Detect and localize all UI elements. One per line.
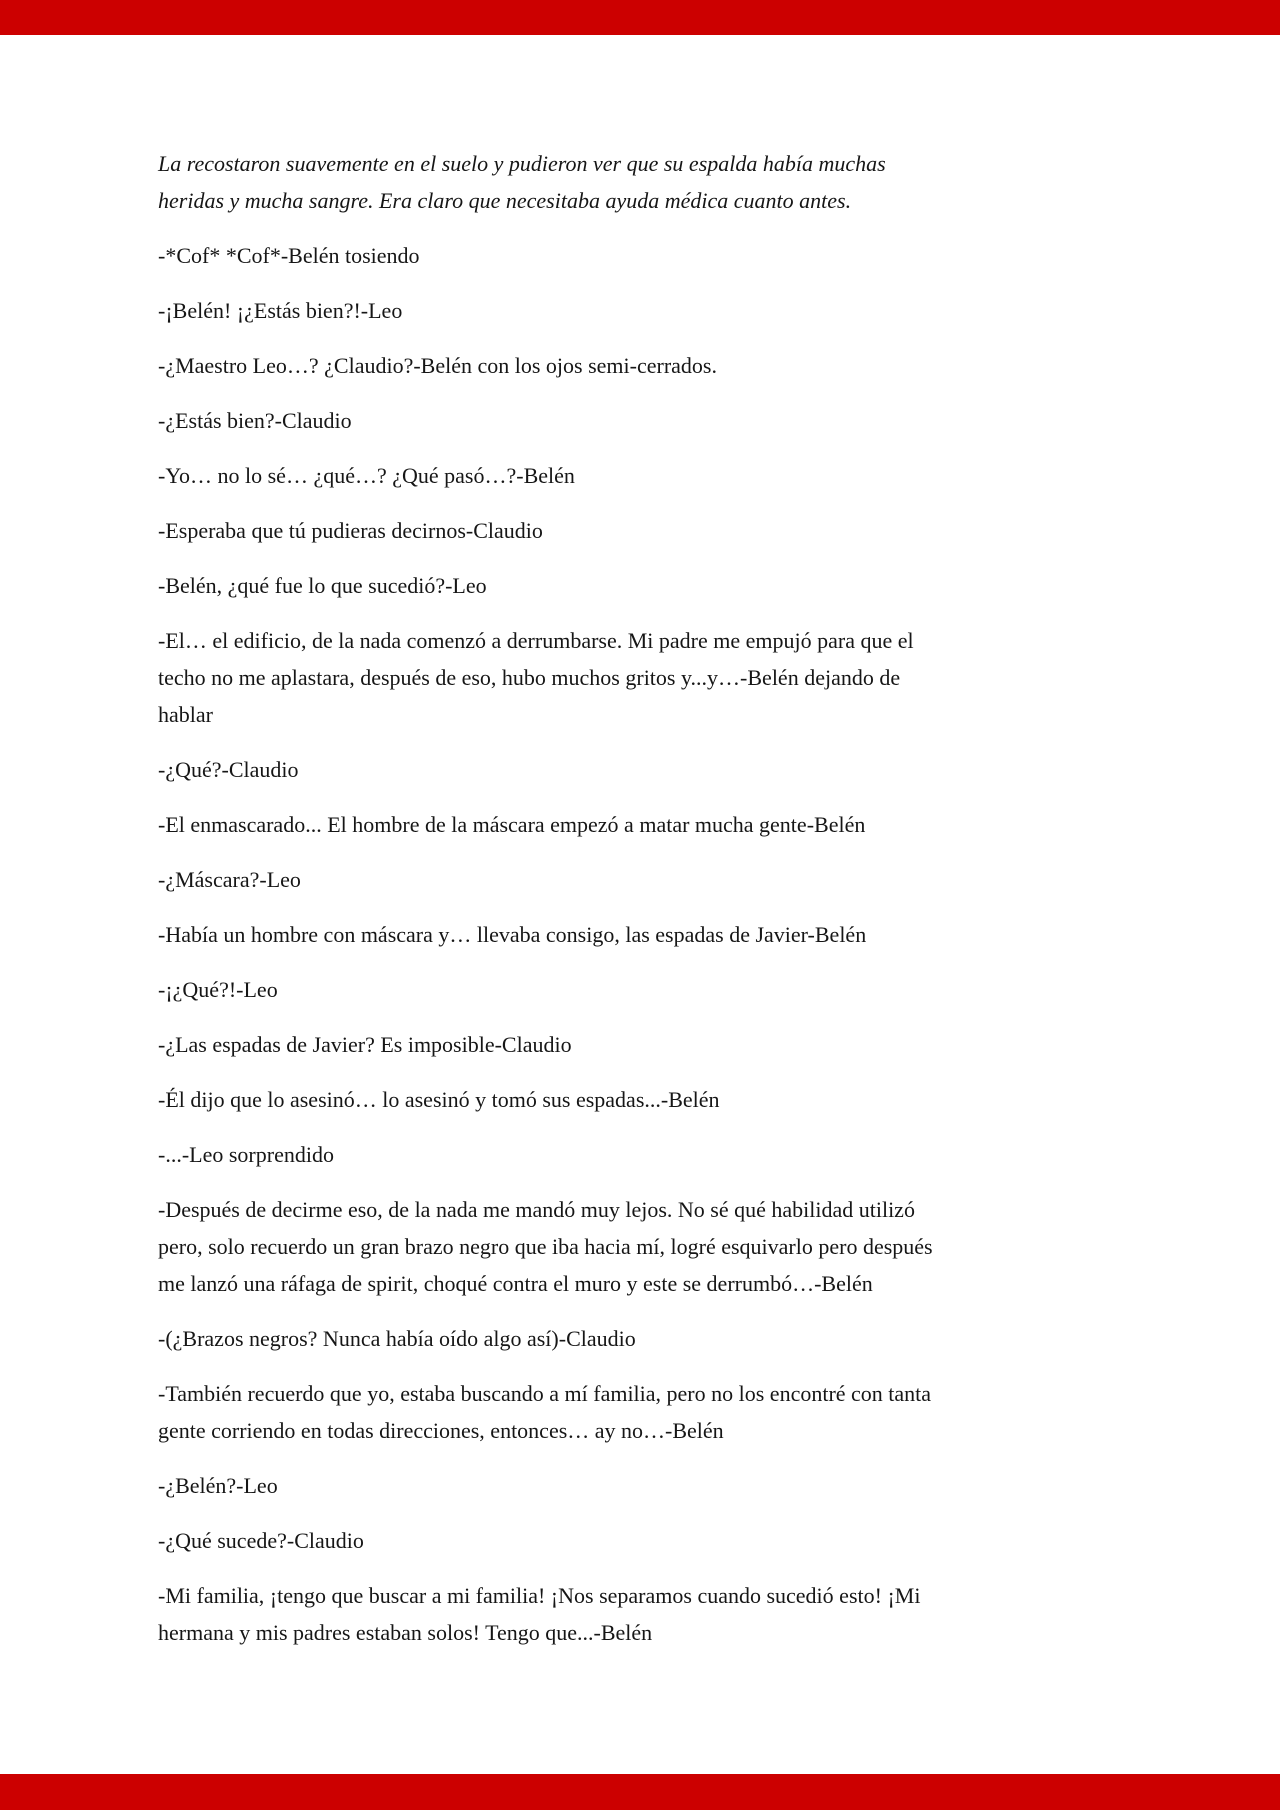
bottom-red-bar (0, 1774, 1280, 1810)
paragraph-line: -¡Belén! ¡¿Estás bien?!-Leo (158, 298, 403, 323)
paragraph-line: -¡¿Qué?!-Leo (158, 977, 278, 1002)
paragraph (158, 1026, 1126, 1063)
paragraph (158, 145, 1126, 219)
paragraph (158, 292, 1126, 329)
paragraph (158, 861, 1126, 898)
paragraph-line: -¿Maestro Leo…? ¿Claudio?-Belén con los ojos semi-cerrados. (158, 353, 717, 378)
paragraph-line: -¿Belén?-Leo (158, 1473, 278, 1498)
paragraph-line: -El… el edificio, de la nada comenzó a derrumbarse. Mi padre me empujó para que el (158, 628, 914, 653)
paragraph (158, 1522, 1126, 1559)
paragraph (158, 806, 1126, 843)
paragraph-line: -Había un hombre con máscara y… llevaba consigo, las espadas de Javier-Belén (158, 922, 867, 947)
paragraph (158, 622, 1126, 733)
top-red-bar (0, 0, 1280, 35)
paragraph-line: -¿Qué sucede?-Claudio (158, 1528, 364, 1553)
paragraph (158, 402, 1126, 439)
paragraph-line: techo no me aplastara, después de eso, hubo muchos gritos y...y…-Belén dejando de (158, 665, 901, 690)
paragraph (158, 1136, 1126, 1173)
paragraph-line: -Yo… no lo sé… ¿qué…? ¿Qué pasó…?-Belén (158, 463, 575, 488)
paragraph (158, 457, 1126, 494)
paragraph (158, 347, 1126, 384)
paragraph-line: hermana y mis padres estaban solos! Tengo que...-Belén (158, 1620, 653, 1645)
paragraph (158, 1191, 1126, 1302)
paragraph-line: -También recuerdo que yo, estaba buscando a mí familia, pero no los encontré con tanta (158, 1381, 932, 1406)
paragraph-line: -(¿Brazos negros? Nunca había oído algo así)-Claudio (158, 1326, 636, 1351)
document-page (0, 35, 1280, 1774)
paragraph-line: heridas y mucha sangre. Era claro que necesitaba ayuda médica cuanto antes. (158, 188, 852, 213)
paragraph-line: -¿Qué?-Claudio (158, 757, 299, 782)
paragraph (158, 512, 1126, 549)
paragraph-line: -Esperaba que tú pudieras decirnos-Claudio (158, 518, 543, 543)
paragraph-line: -Belén, ¿qué fue lo que sucedió?-Leo (158, 573, 487, 598)
paragraph-line: me lanzó una ráfaga de spirit, choqué contra el muro y este se derrumbó…-Belén (158, 1271, 873, 1296)
paragraph (158, 1577, 1126, 1651)
paragraph (158, 1320, 1126, 1357)
paragraph (158, 971, 1126, 1008)
paragraph (158, 1375, 1126, 1449)
paragraph-line: gente corriendo en todas direcciones, entonces… ay no…-Belén (158, 1418, 724, 1443)
paragraph (158, 237, 1126, 274)
paragraph-line: hablar (158, 702, 213, 727)
document-body (158, 145, 1126, 1669)
paragraph-line: -¿Estás bien?-Claudio (158, 408, 352, 433)
paragraph-line: La recostaron suavemente en el suelo y pudieron ver que su espalda había muchas (158, 151, 886, 176)
paragraph (158, 1081, 1126, 1118)
paragraph-line: -Él dijo que lo asesinó… lo asesinó y tomó sus espadas...-Belén (158, 1087, 720, 1112)
paragraph-line: pero, solo recuerdo un gran brazo negro que iba hacia mí, logré esquivarlo pero después (158, 1234, 933, 1259)
paragraph (158, 751, 1126, 788)
paragraph-line: -Después de decirme eso, de la nada me mandó muy lejos. No sé qué habilidad utilizó (158, 1197, 915, 1222)
paragraph (158, 567, 1126, 604)
paragraph-line: -Mi familia, ¡tengo que buscar a mi familia! ¡Nos separamos cuando sucedió esto! ¡Mi (158, 1583, 921, 1608)
paragraph-line: -¿Las espadas de Javier? Es imposible-Claudio (158, 1032, 572, 1057)
paragraph (158, 916, 1126, 953)
paragraph (158, 1467, 1126, 1504)
paragraph-line: -...-Leo sorprendido (158, 1142, 334, 1167)
paragraph-line: -*Cof* *Cof*-Belén tosiendo (158, 243, 420, 268)
paragraph-line: -¿Máscara?-Leo (158, 867, 301, 892)
paragraph-line: -El enmascarado... El hombre de la máscara empezó a matar mucha gente-Belén (158, 812, 866, 837)
